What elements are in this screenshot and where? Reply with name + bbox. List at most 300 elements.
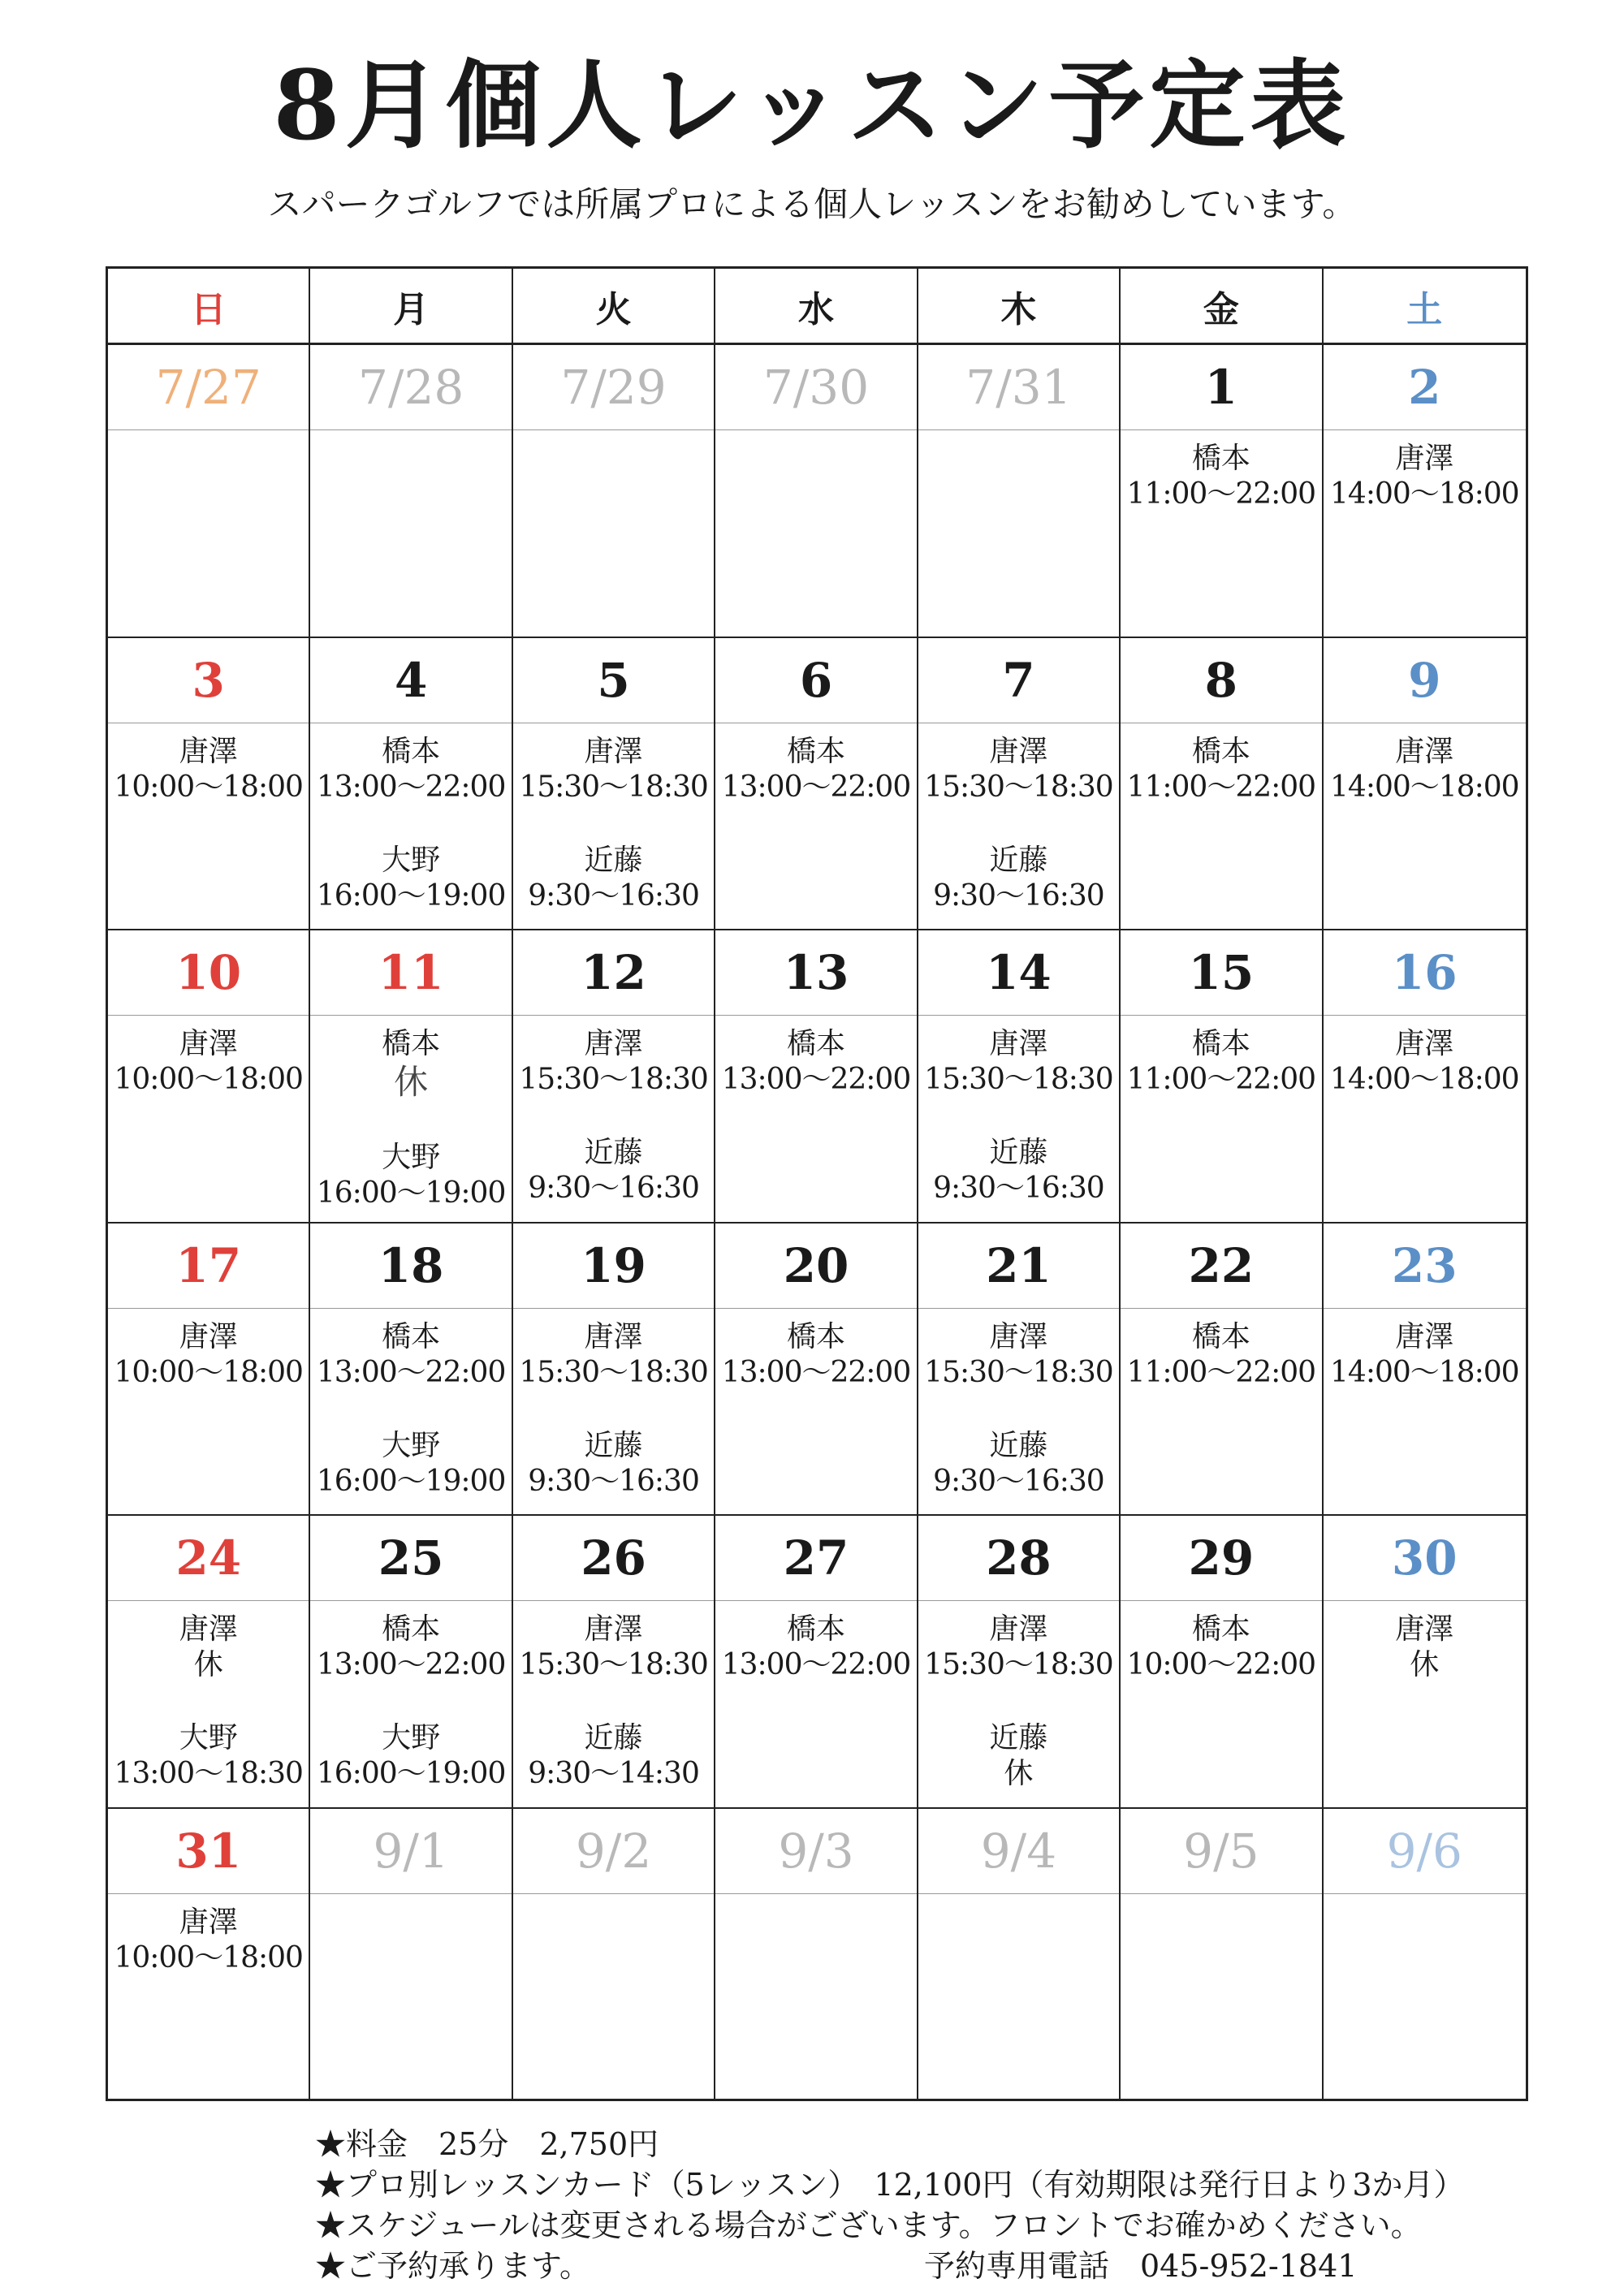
day-off-mark: 休 [1410,1648,1440,1681]
pro-name: 大野 [382,1721,441,1754]
day-divider [513,1600,714,1601]
day-number: 18 [378,1237,444,1293]
page-title: 8月個人レッスン予定表 [273,49,1351,162]
lesson-entries [715,1026,916,1135]
day-number: 7/30 [762,360,870,415]
lesson-time: 9:30～16:30 [933,878,1104,913]
weekday-header [108,269,1526,345]
day-cell [918,930,1121,1224]
lesson-entry [1324,441,1526,512]
lesson-time: 16:00～19:00 [316,1757,506,1790]
pro-name: 橋本 [1191,442,1250,475]
lesson-time: 14:00～18:00 [1330,1063,1519,1096]
day-number: 12 [581,945,646,1000]
day-cell [1324,1224,1526,1517]
day-cell [715,1516,918,1809]
lesson-time: 15:30～18:30 [519,1648,708,1681]
pro-name: 唐澤 [179,734,238,768]
lesson-time: 14:00～18:00 [1330,770,1519,804]
pro-name: 唐澤 [1395,442,1454,475]
lesson-time: 16:00～19:00 [316,1176,506,1210]
lesson-time: 16:00～19:00 [316,1464,506,1498]
day-number: 13 [783,945,849,1000]
lesson-entries [1121,1319,1321,1428]
lesson-time: 13:00～22:00 [721,1355,911,1389]
day-off-mark: 休 [193,1648,223,1681]
day-divider [310,1600,511,1601]
day-divider [310,1308,511,1309]
pro-name: 唐澤 [179,1319,238,1353]
pro-name: 近藤 [584,1428,643,1462]
day-cell [1121,638,1323,931]
pro-name: 橋本 [1191,1027,1250,1060]
pro-name: 橋本 [786,1027,845,1060]
lesson-entry [1324,734,1526,805]
day-off-mark: 休 [394,1062,429,1102]
lesson-entry [513,1428,714,1500]
lesson-time: 10:00～18:00 [114,1063,303,1096]
note-lesson-card: ★プロ別レッスンカード（5レッスン） 12,100円（有効期限は発行日より3か月） [315,2167,1465,2203]
pro-name: 唐澤 [1395,1027,1454,1060]
lesson-entries [513,1319,714,1537]
lesson-entry [310,1319,511,1391]
lesson-time: 11:00～22:00 [1126,770,1316,804]
day-cell [1121,930,1323,1224]
day-cell [1121,1516,1323,1809]
lesson-entry [108,1612,309,1683]
day-number: 6 [799,652,833,708]
day-divider [108,1600,309,1601]
lesson-entry [1121,1319,1321,1391]
lesson-entry [513,1319,714,1391]
day-number: 31 [175,1823,242,1879]
note-reservation-row [315,2246,1582,2286]
lesson-entries [1121,1026,1321,1135]
lesson-entries [1121,1612,1321,1720]
lesson-entry [108,734,309,805]
day-cell [1324,1516,1526,1809]
lesson-entry [513,734,714,805]
lesson-entry [1121,1026,1321,1098]
lesson-entry [513,1135,714,1206]
day-cell [1324,345,1526,638]
lesson-entry [715,1612,916,1683]
pro-name: 唐澤 [1395,734,1454,768]
day-number: 7 [1002,652,1035,708]
day-divider [918,1600,1119,1601]
day-number: 27 [783,1530,849,1586]
pro-name: 橋本 [382,1027,441,1060]
day-divider [715,1600,916,1601]
day-divider [715,429,916,430]
lesson-time: 9:30～16:30 [933,1172,1104,1205]
lesson-time: 10:00～22:00 [1126,1648,1316,1681]
pro-name: 近藤 [584,1721,643,1754]
note-reservation: ★ご予約承ります。 [315,2248,590,2284]
day-cell [1324,638,1526,931]
day-divider [918,1893,1119,1894]
lesson-entry [310,843,511,914]
lesson-entries [108,1612,309,1829]
day-cell [513,1809,715,2102]
day-cell [715,1809,918,2102]
pro-name: 唐澤 [989,734,1048,768]
lesson-entries [715,1319,916,1428]
day-divider [1324,1893,1526,1894]
day-cell [1121,1809,1323,2102]
pro-name: 大野 [382,843,441,877]
lesson-entry [310,1140,511,1211]
lesson-time: 10:00～18:00 [114,1355,303,1389]
day-number: 14 [986,945,1052,1000]
day-divider [513,1015,714,1016]
lesson-time: 15:30～18:30 [924,1063,1113,1096]
weekday-friday: 金 [1121,269,1323,343]
lesson-time: 9:30～16:30 [933,1464,1104,1498]
lesson-time: 16:00～19:00 [316,878,506,913]
day-number: 2 [1408,360,1441,415]
day-number: 15 [1188,945,1255,1000]
day-cell [1324,1809,1526,2102]
weekday-sunday: 日 [108,269,310,343]
lesson-time: 9:30～16:30 [528,1464,699,1498]
day-number: 9/5 [1183,1823,1259,1879]
weekday-saturday: 土 [1406,288,1443,330]
day-number: 11 [378,945,444,1000]
lesson-entries [310,1026,511,1249]
day-cell [310,638,512,931]
pro-name: 唐澤 [989,1612,1048,1646]
day-number: 4 [394,652,428,708]
day-number: 24 [175,1530,242,1586]
lesson-entries [108,1905,309,2013]
lesson-entries [310,734,511,952]
pro-name: 橋本 [1191,734,1250,768]
lesson-entry [918,1720,1119,1792]
lesson-entry [513,1026,714,1098]
day-number: 1 [1204,360,1238,415]
day-cell [108,1224,310,1517]
day-cell [918,1809,1121,2102]
pro-name: 橋本 [382,1319,441,1353]
day-cell [310,930,512,1224]
pro-name: 唐澤 [1395,1612,1454,1646]
day-cell [715,345,918,638]
day-divider [715,1893,916,1894]
lesson-entries [918,1612,1119,1829]
day-divider [310,429,511,430]
pro-name: 橋本 [786,1319,845,1353]
weekday-tuesday: 火 [513,269,715,343]
pro-name: 大野 [179,1721,238,1754]
day-divider [1121,1308,1321,1309]
lesson-time: 13:00～22:00 [721,770,911,804]
day-number: 22 [1188,1237,1255,1293]
day-cell [918,345,1121,638]
day-cell [108,930,310,1224]
lesson-entry [1324,1026,1526,1098]
lesson-entry [1324,1319,1526,1391]
lesson-entry [715,734,916,805]
day-divider [310,1893,511,1894]
day-number: 9/4 [980,1823,1057,1879]
day-cell [1121,1224,1323,1517]
day-number: 3 [192,652,225,708]
pro-name: 唐澤 [989,1027,1048,1060]
pro-name: 唐澤 [584,1612,643,1646]
day-number: 23 [1391,1237,1458,1293]
day-divider [715,1015,916,1016]
lesson-time: 9:30～16:30 [528,878,699,913]
day-cell [513,1516,715,1809]
day-divider [918,429,1119,430]
day-off-mark: 休 [1004,1757,1034,1790]
lesson-entry [310,1026,511,1103]
pro-name: 橋本 [1191,1319,1250,1353]
day-divider [513,429,714,430]
notes-section [315,2124,1582,2286]
lesson-entry [918,734,1119,805]
lesson-time: 13:00～22:00 [316,1355,506,1389]
pro-name: 唐澤 [179,1612,238,1646]
lesson-time: 11:00～22:00 [1126,1355,1316,1389]
lesson-entry [918,1135,1119,1206]
lesson-entry [1324,1612,1526,1683]
day-cell [715,930,918,1224]
day-number: 7/28 [358,360,464,415]
lesson-entry [918,1319,1119,1391]
reservation-phone: 予約専用電話 045-952-1841 [924,2248,1358,2284]
lesson-entries [1121,734,1321,843]
lesson-entry [918,1612,1119,1683]
lesson-entries [918,1026,1119,1244]
lesson-entries [918,1319,1119,1537]
lesson-time: 15:30～18:30 [924,770,1113,804]
lesson-entries [1324,1319,1526,1428]
day-cell [108,1516,310,1809]
pro-name: 橋本 [382,734,441,768]
lesson-calendar [106,266,1528,2101]
pro-name: 唐澤 [179,1027,238,1060]
lesson-entry [1121,1612,1321,1683]
day-cell [310,1516,512,1809]
pro-name: 唐澤 [179,1905,238,1939]
lesson-entry [513,843,714,914]
pro-name: 近藤 [584,843,643,877]
day-cell [513,930,715,1224]
lesson-entry [1121,734,1321,805]
lesson-time: 15:30～18:30 [519,1063,708,1096]
lesson-entry [108,1720,309,1792]
day-divider [1121,1893,1321,1894]
lesson-time: 13:00～22:00 [316,1648,506,1681]
day-cell [310,1224,512,1517]
calendar-grid [108,345,1526,2101]
lesson-entry [1121,441,1321,512]
day-number: 30 [1391,1530,1458,1586]
pro-name: 近藤 [584,1136,643,1169]
page-subtitle: スパークゴルフでは所属プロによる個人レッスンをお勧めしています。 [267,184,1357,224]
pro-name: 近藤 [989,1428,1048,1462]
pro-name: 唐澤 [1395,1319,1454,1353]
pro-name: 橋本 [786,734,845,768]
day-cell [513,638,715,931]
pro-name: 唐澤 [989,1319,1048,1353]
lesson-time: 15:30～18:30 [924,1648,1113,1681]
lesson-entry [108,1905,309,1976]
lesson-entries [1121,441,1321,550]
day-number: 7/31 [965,360,1072,415]
day-number: 5 [597,652,630,708]
lesson-entries [108,1026,309,1135]
lesson-time: 9:30～14:30 [528,1757,699,1790]
pro-name: 近藤 [989,843,1048,877]
pro-name: 近藤 [989,1136,1048,1169]
lesson-entries [310,1319,511,1537]
day-divider [108,429,309,430]
lesson-time: 9:30～16:30 [528,1172,699,1205]
weekday-wednesday: 水 [715,269,918,343]
day-number: 29 [1188,1530,1255,1586]
day-number: 9/3 [778,1823,854,1879]
day-cell [310,1809,512,2102]
lesson-time: 13:00～22:00 [316,770,506,804]
lesson-entry [310,1612,511,1683]
day-divider [1324,429,1526,430]
lesson-time: 11:00～22:00 [1126,477,1316,511]
day-cell [513,1224,715,1517]
day-cell [108,1809,310,2102]
day-number: 19 [581,1237,646,1293]
lesson-time: 13:00～18:30 [114,1757,303,1790]
day-number: 9 [1408,652,1441,708]
day-cell [108,345,310,638]
day-divider [108,1308,309,1309]
lesson-entries [1324,441,1526,550]
lesson-entries [1324,734,1526,843]
lesson-entry [918,843,1119,914]
day-divider [513,1308,714,1309]
day-number: 28 [986,1530,1052,1586]
lesson-entries [108,1319,309,1428]
day-cell [715,1224,918,1517]
day-cell [918,1224,1121,1517]
lesson-entries [513,1026,714,1244]
lesson-time: 11:00～22:00 [1126,1063,1316,1096]
day-number: 9/2 [575,1823,652,1879]
lesson-time: 10:00～18:00 [114,1940,303,1974]
lesson-entry [108,1026,309,1098]
day-divider [1324,1600,1526,1601]
day-number: 25 [378,1530,444,1586]
day-divider [108,1893,309,1894]
day-cell [1324,930,1526,1224]
day-cell [1121,345,1323,638]
day-number: 8 [1204,652,1238,708]
lesson-entries [1324,1612,1526,1720]
lesson-entry [513,1612,714,1683]
day-divider [1121,1015,1321,1016]
lesson-entry [310,1720,511,1792]
day-divider [918,1308,1119,1309]
lesson-entries [918,734,1119,952]
lesson-time: 14:00～18:00 [1330,1355,1519,1389]
lesson-entry [918,1428,1119,1500]
lesson-time: 15:30～18:30 [519,770,708,804]
lesson-entry [715,1026,916,1098]
lesson-entries [715,734,916,843]
lesson-entry [108,1319,309,1391]
day-cell [513,345,715,638]
day-number: 21 [986,1237,1052,1293]
lesson-entries [715,1612,916,1720]
lesson-time: 15:30～18:30 [924,1355,1113,1389]
weekday-thursday: 木 [918,269,1121,343]
pro-name: 唐澤 [584,1027,643,1060]
lesson-entries [108,734,309,843]
pro-name: 唐澤 [584,734,643,768]
day-number: 26 [581,1530,646,1586]
day-number: 7/29 [560,360,667,415]
day-divider [1324,1308,1526,1309]
lesson-entry [715,1319,916,1391]
pro-name: 橋本 [1191,1612,1250,1646]
lesson-entry [918,1026,1119,1098]
lesson-entry [310,734,511,805]
pro-name: 大野 [382,1141,441,1174]
day-number: 9/1 [373,1823,449,1879]
lesson-time: 13:00～22:00 [721,1648,911,1681]
lesson-time: 10:00～18:00 [114,770,303,804]
day-number: 17 [175,1237,242,1293]
day-number: 20 [783,1237,849,1293]
day-divider [1121,1600,1321,1601]
lesson-entry [513,1720,714,1792]
pro-name: 橋本 [382,1612,441,1646]
lesson-time: 14:00～18:00 [1330,477,1519,511]
day-cell [310,345,512,638]
day-number: 7/27 [155,360,261,415]
pro-name: 大野 [382,1428,441,1462]
lesson-entries [513,1612,714,1829]
pro-name: 唐澤 [584,1319,643,1353]
lesson-entries [513,734,714,952]
pro-name: 橋本 [786,1612,845,1646]
lesson-entries [1324,1026,1526,1135]
pro-name: 近藤 [989,1721,1048,1754]
note-schedule-change: ★スケジュールは変更される場合がございます。フロントでお確かめください。 [315,2208,1422,2243]
day-divider [1121,429,1321,430]
note-fee: ★料金 25分 2,750円 [315,2126,659,2162]
lesson-entries [310,1612,511,1829]
lesson-time: 13:00～22:00 [721,1063,911,1096]
day-divider [108,1015,309,1016]
lesson-entry [310,1428,511,1500]
day-divider [1324,1015,1526,1016]
day-cell [108,638,310,931]
day-number: 9/6 [1386,1823,1462,1879]
weekday-monday: 月 [310,269,512,343]
day-cell [918,1516,1121,1809]
day-divider [715,1308,916,1309]
lesson-time: 15:30～18:30 [519,1355,708,1389]
day-divider [310,1015,511,1016]
day-divider [918,1015,1119,1016]
day-cell [715,638,918,931]
day-number: 16 [1391,945,1458,1000]
day-divider [513,1893,714,1894]
day-cell [918,638,1121,931]
